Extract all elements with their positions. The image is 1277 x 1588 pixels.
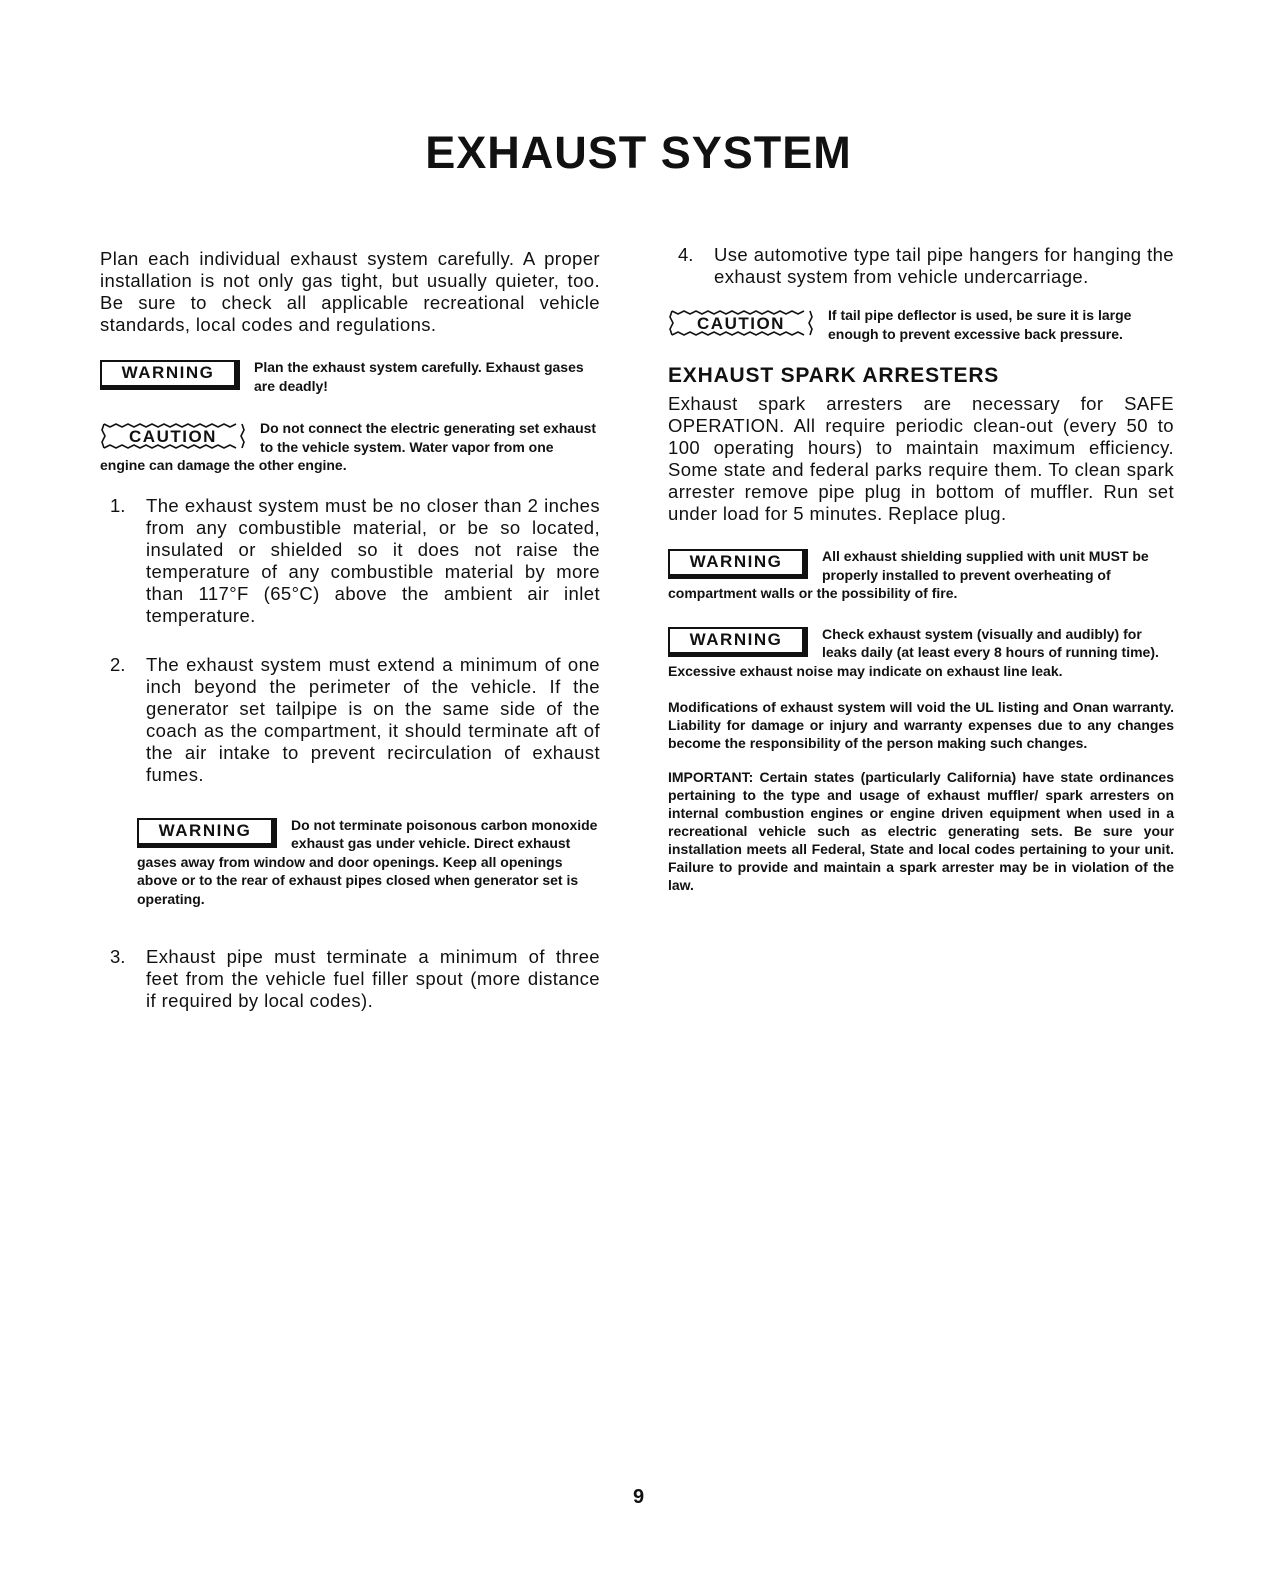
warning-label: WARNING	[689, 629, 783, 649]
caution-frame-icon	[100, 421, 246, 451]
caution-label-box	[668, 308, 814, 338]
warning-label: WARNING	[121, 363, 215, 383]
list-text: Exhaust pipe must terminate a minimum of three feet from the vehicle fuel filler spout (more distance if required by local codes).	[146, 946, 600, 1011]
page-title: EXHAUST SYSTEM	[425, 127, 852, 178]
page-number: 9	[632, 1486, 645, 1508]
warning-label-box	[137, 818, 277, 848]
list-number: 1.	[110, 494, 126, 516]
warning-label: WARNING	[158, 820, 252, 840]
modifications-paragraph: Modifications of exhaust system will void the UL listing and Onan warranty. Liability for damage or injury and warranty expenses due to any changes become the responsibility of the person making such changes.	[668, 699, 1174, 751]
left-column	[100, 242, 600, 1012]
warning-text: Check exhaust system (visually and audibly) for leaks daily (at least every 8 hours of running time). Excessive exhaust noise may indicate on exhaust line leak.	[668, 625, 1159, 679]
warning-text: All exhaust shielding supplied with unit MUST be properly installed to prevent overheating of compartment walls or the possibility of fire.	[668, 548, 1149, 601]
list-text: Use automotive type tail pipe hangers for hanging the exhaust system from vehicle undercarriage.	[714, 244, 1174, 287]
list-item-4	[668, 244, 1174, 288]
warning-notice-3	[668, 547, 1174, 603]
list-item-3	[100, 946, 600, 1012]
list-item-1	[100, 495, 600, 627]
caution-label: CAUTION	[697, 314, 785, 333]
caution-text: Do not connect the electric generating set exhaust to the vehicle system. Water vapor from one engine can damage the other engine.	[100, 420, 597, 473]
list-number: 2.	[110, 653, 126, 675]
list-text: The exhaust system must be no closer than 2 inches from any combustible material, or be so located, insulated or shielded so it does not raise the temperature of any combustible material by more than 117°F (65°C) above the ambient air inlet temperature.	[146, 494, 600, 626]
caution-text: If tail pipe deflector is used, be sure it is large enough to prevent excessive back pressure.	[828, 307, 1132, 342]
warning-notice-4	[668, 625, 1174, 681]
caution-label-box	[100, 421, 246, 451]
intro-paragraph: Plan each individual exhaust system carefully. A proper installation is not only gas tight, but usually quieter, too. Be sure to check all applicable recreational vehicle standards, local codes and regulations.	[100, 248, 600, 335]
caution-label: CAUTION	[129, 427, 217, 446]
warning-text: Do not terminate poisonous carbon monoxide exhaust gas under vehicle. Direct exhaust gases away from window and door openings. Keep all openings above or to the rear of exhaust pipes closed when generator set is operating.	[137, 816, 598, 907]
caution-frame-icon	[668, 308, 814, 338]
list-item-2	[100, 654, 600, 786]
list-number: 4.	[678, 244, 694, 265]
right-column	[668, 242, 1174, 894]
warning-notice-1	[100, 358, 600, 395]
warning-text: Plan the exhaust system carefully. Exhaust gases are deadly!	[254, 359, 584, 394]
caution-notice-1	[100, 419, 600, 475]
warning-notice-2	[137, 816, 600, 909]
list-number: 3.	[110, 946, 126, 967]
caution-notice-2	[668, 306, 1174, 343]
list-text: The exhaust system must extend a minimum of one inch beyond the perimeter of the vehicle. If the generator set tailpipe is on the same side of the coach as the compartment, it should terminate aft of the air intake to prevent recirculation of exhaust fumes.	[146, 653, 600, 785]
important-paragraph: IMPORTANT: Certain states (particularly California) have state ordinances pertaining to the type and usage of exhaust muffler/ spark arresters on internal combustion engines or engine driven equipment when used in a recreational vehicle such as electric generating sets. Be sure your installation meets all Federal, State and local codes pertaining to your unit. Failure to provide and maintain a spark arrester may be in violation of the law.	[668, 769, 1174, 893]
warning-label-box	[668, 627, 808, 657]
warning-label-box	[668, 549, 808, 579]
warning-label: WARNING	[689, 552, 783, 572]
section-paragraph: Exhaust spark arresters are necessary for SAFE OPERATION. All require periodic clean-out (every 50 to 100 operating hours) to maintain maximum efficiency. Some state and federal parks require them. To clean spark arrester remove pipe plug in bottom of muffler. Run set under load for 5 minutes. Replace plug.	[668, 393, 1174, 524]
section-heading: EXHAUST SPARK ARRESTERS	[668, 364, 1000, 387]
warning-label-box	[100, 360, 240, 390]
